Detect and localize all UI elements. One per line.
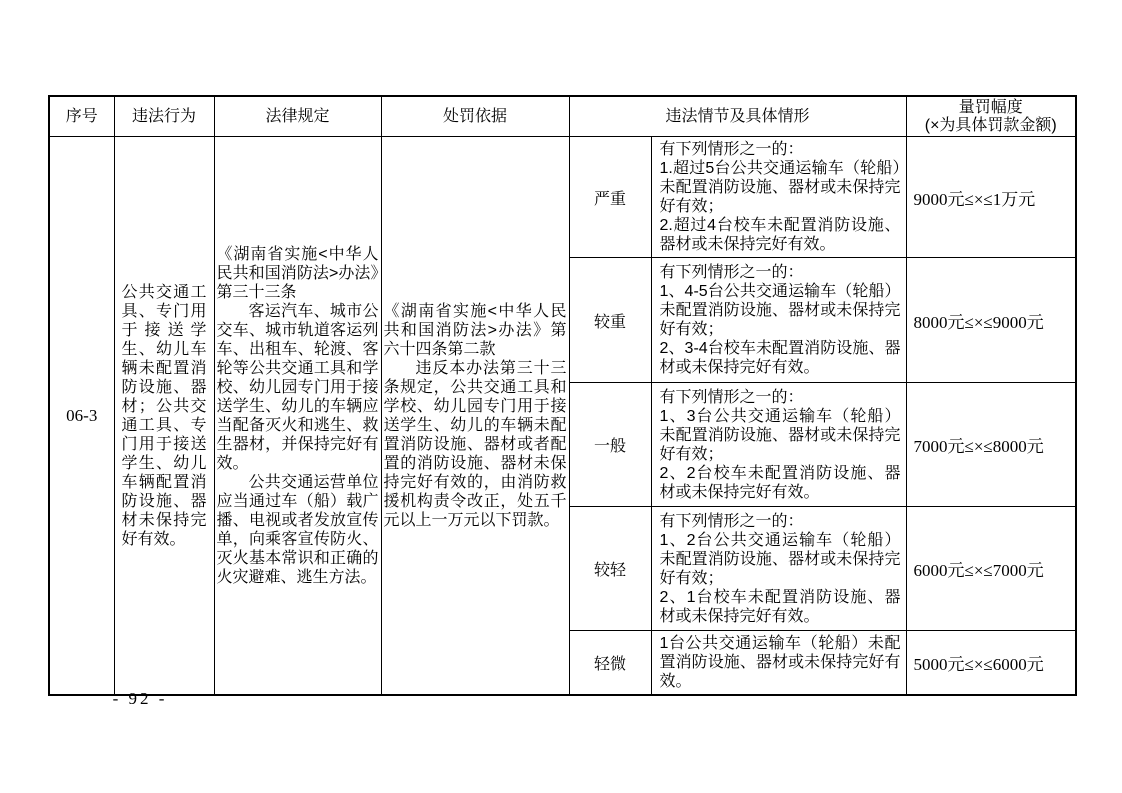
basis-paragraph: 《湖南省实施<中华人民共和国消防法>办法》第六十四条第二款 — [383, 302, 567, 358]
situation-detail — [651, 631, 906, 696]
detail-line: 1、3台公共交通运输车（轮船）未配置消防设施、器材或未保持完好有效； — [659, 407, 901, 463]
header-situation: 违法情节及具体情形 — [569, 96, 906, 137]
detail-line: 有下列情形之一的： — [659, 141, 804, 159]
severity-label: 较重 — [569, 258, 651, 383]
cell-penalty-basis — [381, 137, 569, 696]
detail-line: 2、3-4台校车未配置消防设施、器材或未保持完好有效。 — [659, 340, 901, 377]
basis-paragraph: 违反本办法第三十三条规定，公共交通工具和学校、幼儿园专门用于接送学生、幼儿的车辆未配置消防设施、器材或者配置的消防设施、器材未保持完好有效的，由消防救援机构责令改正，处五千元以上一万元以下罚款。 — [383, 359, 567, 529]
cell-serial-number: 06-3 — [49, 137, 114, 696]
table-row-severe — [49, 137, 1076, 258]
penalty-range: 5000元≤×≤6000元 — [906, 631, 1076, 696]
detail-line: 2.超过4台校车未配置消防设施、器材或未保持完好有效。 — [659, 217, 901, 254]
penalty-range: 8000元≤×≤9000元 — [906, 258, 1076, 383]
penalty-range: 9000元≤×≤1万元 — [906, 137, 1076, 258]
header-illegal-behavior: 违法行为 — [114, 96, 214, 137]
detail-line: 2、1台校车未配置消防设施、器材或未保持完好有效。 — [659, 588, 901, 625]
penalty-range: 6000元≤×≤7000元 — [906, 507, 1076, 631]
header-legal-provision: 法律规定 — [214, 96, 381, 137]
detail-line: 有下列情形之一的： — [659, 512, 804, 530]
situation-detail — [651, 258, 906, 383]
cell-illegal-behavior: 公共交通工具、专门用于接送学生、幼儿车辆未配置消防设施、器材；公共交通工具、专门用于接送学生、幼儿车辆配置消防设施、器材未保持完好有效。 — [114, 137, 214, 696]
severity-label: 轻微 — [569, 631, 651, 696]
header-penalty-basis: 处罚依据 — [381, 96, 569, 137]
situation-detail — [651, 383, 906, 507]
severity-label: 较轻 — [569, 507, 651, 631]
detail-line: 有下列情形之一的： — [659, 388, 804, 406]
detail-line: 2、2台校车未配置消防设施、器材或未保持完好有效。 — [659, 464, 901, 501]
penalty-range: 7000元≤×≤8000元 — [906, 383, 1076, 507]
cell-legal-provision — [214, 137, 381, 696]
situation-detail — [651, 507, 906, 631]
penalty-discretion-table — [48, 95, 1077, 696]
detail-line: 1.超过5台公共交通运输车（轮船）未配置消防设施、器材或未保持完好有效； — [659, 160, 901, 216]
legal-paragraph: 客运汽车、城市公交车、城市轨道客运列车、出租车、轮渡、客轮等公共交通工具和学校、幼儿园专门用于接送学生、幼儿的车辆应当配备灭火和逃生、救生器材，并保持完好有效。 — [216, 302, 379, 472]
detail-line: 有下列情形之一的： — [659, 264, 804, 282]
detail-line: 1、2台公共交通运输车（轮船）未配置消防设施、器材或未保持完好有效； — [659, 531, 901, 587]
table-header-row — [49, 96, 1076, 137]
header-penalty-range-line1: 量罚幅度 — [958, 99, 1023, 116]
detail-line: 1、4-5台公共交通运输车（轮船）未配置消防设施、器材或未保持完好有效； — [659, 283, 901, 339]
header-serial-number: 序号 — [49, 96, 114, 137]
page-number: - 92 - — [112, 689, 168, 708]
legal-paragraph: 《湖南省实施<中华人民共和国消防法>办法》第三十三条 — [216, 245, 379, 301]
legal-paragraph: 公共交通运营单位应当通过车（船）载广播、电视或者发放宣传单，向乘客宣传防火、灭火基本常识和正确的火灾避难、逃生方法。 — [216, 473, 379, 586]
header-penalty-range — [906, 96, 1076, 137]
severity-label: 严重 — [569, 137, 651, 258]
header-penalty-range-line2: (×为具体罚款金额) — [924, 116, 1057, 134]
detail-line: 1台公共交通运输车（轮船）未配置消防设施、器材或未保持完好有效。 — [659, 635, 901, 691]
severity-label: 一般 — [569, 383, 651, 507]
situation-detail — [651, 137, 906, 258]
